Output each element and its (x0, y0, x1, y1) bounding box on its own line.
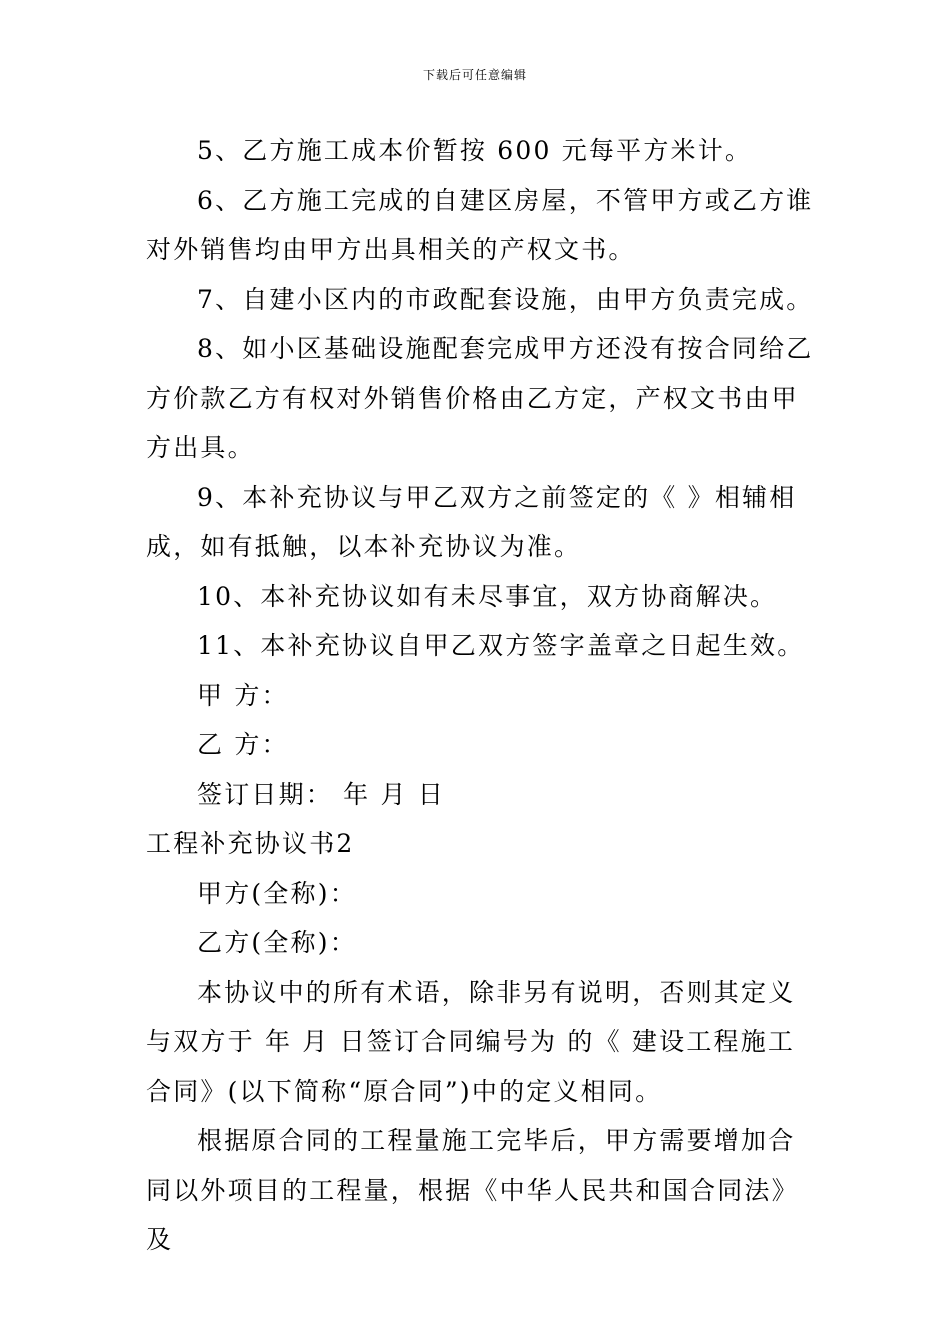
signature-party-a: 甲 方： (197, 680, 289, 710)
party-b-fullname: 乙方(全称)： (197, 928, 357, 957)
paragraph-clause-8: 8、如小区基础设施配套完成甲方还没有按合同给乙方价款乙方有权对外销售价格由乙方定，产权文书由甲方出具。 (146, 334, 814, 462)
signature-party-b: 乙 方： (197, 730, 289, 759)
document-body (146, 126, 818, 1265)
header-note: 下载后可任意编辑 (422, 68, 527, 82)
paragraph-definitions: 本协议中的所有术语，除非另有说明，否则其定义与双方于 年 月 日签订合同编号为 的《 建设工程施工合同》(以下简称“原合同”)中的定义相同。 (146, 977, 796, 1106)
paragraph-clause-7: 7、自建小区内的市政配套设施，由甲方负责完成。 (197, 284, 814, 314)
signing-date: 签订日期： 年 月 日 (197, 779, 446, 809)
party-a-fullname: 甲方(全称)： (197, 878, 357, 908)
section-title: 工程补充协议书2 (146, 829, 355, 858)
paragraph-clause-6: 6、乙方施工完成的自建区房屋，不管甲方或乙方谁对外销售均由甲方出具相关的产权文书。 (146, 185, 814, 264)
paragraph-clause-10: 10、本补充协议如有未尽事宜，双方协商解决。 (197, 581, 778, 611)
paragraph-clause-11: 11、本补充协议自甲乙双方签字盖章之日起生效。 (197, 631, 805, 660)
paragraph-basis: 根据原合同的工程量施工完毕后，甲方需要增加合同以外项目的工程量，根据《中华人民共和国合同法》及 (146, 1126, 799, 1254)
paragraph-clause-5: 5、乙方施工成本价暂按 600 元每平方米计。 (197, 136, 753, 165)
paragraph-clause-9: 9、本补充协议与甲乙双方之前签定的《 》相辅相成，如有抵触，以本补充协议为准。 (146, 482, 797, 561)
